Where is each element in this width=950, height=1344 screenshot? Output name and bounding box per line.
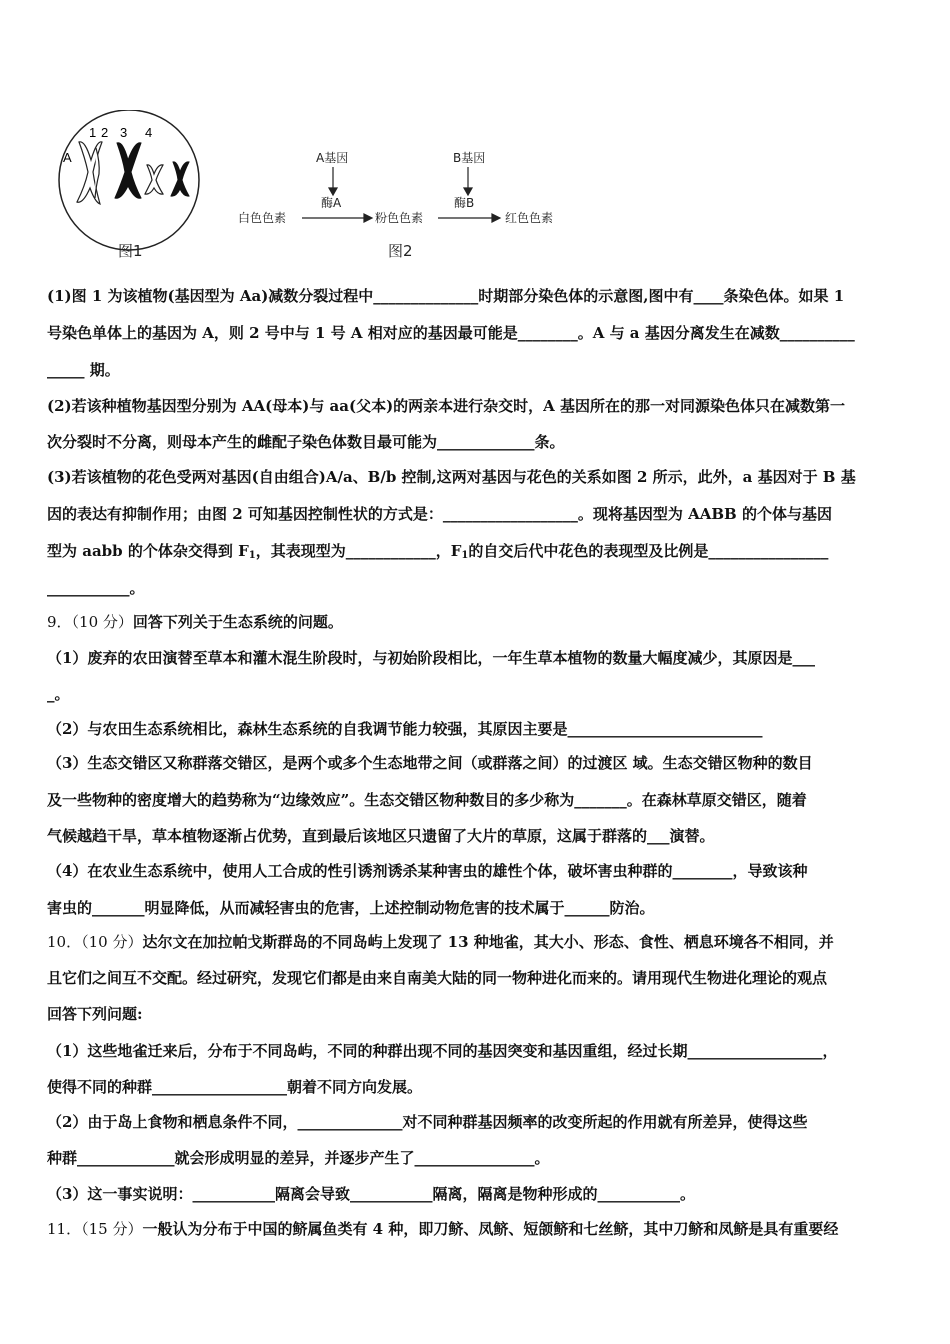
q9-line-4: （3）生态交错区又称群落交错区，是两个或多个生态地带之间（或群落之间）的过渡区 域。生态交错区物种的数目 [47,754,813,772]
q8-line-1: (1)图 1 为该植物(基因型为 Aa)减数分裂过程中______________时期部分染色体的示意图,图中有____条染色体。如果 1 [47,287,845,305]
q10-number: 10．（10 分） [47,933,143,951]
q9-line-8: 害虫的_______明显降低，从而减轻害虫的危害，上述控制动物危害的技术属于______防治。 [47,899,655,917]
pigment-pink: 粉色色素 [375,211,424,225]
gene-b-label: B基因 [453,151,486,165]
chromosome-number-3: 3 [120,125,128,140]
q11-title: 一般认为分布于中国的鲚属鱼类有 4 种，即刀鲚、凤鲚、短颌鲚和七丝鲚，其中刀鲚和凤鲚是具有重要经 [142,1220,839,1238]
figure-area [0,0,950,280]
chromosome-number-1: 1 [89,125,97,140]
figure2-caption: 图2 [388,242,413,260]
pigment-red: 红色色素 [505,211,554,225]
q10-line-1: 且它们之间互不交配。经过研究，发现它们都是由来自南美大陆的同一物种进化而来的。请用现代生物进化理论的观点 [47,969,828,987]
q11-number: 11．（15 分） [47,1220,143,1238]
q8-line-9: ___________。 [47,579,145,597]
enzyme-b-label: 酶B [454,196,475,210]
q8-line-4: (2)若该种植物基因型分别为 AA(母本)与 aa(父本)的两亲本进行杂交时，A 基因所在的那一对同源染色体只在减数第一 [47,397,846,415]
q9-line-7: （4）在农业生态系统中，使用人工合成的性引诱剂诱杀某种害虫的雄性个体，破坏害虫种群的________，导致该种 [47,862,808,880]
q10-line-3: （1）这些地雀迁来后，分布于不同岛屿，不同的种群出现不同的基因突变和基因重组，经过长期__________________， [47,1042,838,1060]
q8-line-8-part1: 型为 aabb 的个体杂交得到 F [47,542,249,560]
q9-line-2: _。 [47,685,70,703]
q9-line-6: 气候越趋干旱，草本植物逐渐占优势，直到最后该地区只遗留了大片的草原，这属于群落的___演替。 [47,827,715,845]
q8-line-8-part2: ，其表现型为____________，F [255,542,462,560]
q8-line-7: 因的表达有抑制作用；由图 2 可知基因控制性状的方式是：__________________。现将基因型为 AABB 的个体与基因 [47,505,832,523]
q8-line-6: (3)若该植物的花色受两对基因(自由组合)A/a、B/b 控制,这两对基因与花色的关系如图 2 所示，此外，a 基因对于 B 基 [47,468,856,486]
gene-a-label: A基因 [316,151,349,165]
q10-line-2: 回答下列问题: [47,1005,143,1023]
q10-line-6: 种群_____________就会形成明显的差异，并逐步产生了________________。 [47,1149,550,1167]
chromosome-number-4: 4 [145,125,153,140]
q9-header [47,612,907,632]
subscript-1a: 1 [248,550,256,561]
q10-line-4: 使得不同的种群__________________朝着不同方向发展。 [47,1078,423,1096]
q9-title: 回答下列关于生态系统的问题。 [132,613,343,631]
q10-line-7: （3）这一事实说明：___________隔离会导致___________隔离，隔离是物种形成的___________。 [47,1185,695,1203]
q9-line-3: （2）与农田生态系统相比，森林生态系统的自我调节能力较强，其原因主要是__________________________ [47,720,763,738]
q9-line-1: （1）废弃的农田演替至草本和灌木混生阶段时，与初始阶段相比，一年生草本植物的数量大幅度减少，其原因是___ [47,649,815,667]
gene-label-a: A [63,150,72,165]
enzyme-a-label: 酶A [321,196,342,210]
pigment-white: 白色色素 [238,211,287,225]
q10-title: 达尔文在加拉帕戈斯群岛的不同岛屿上发现了 13 种地雀，其大小、形态、食性、栖息环境各不相同，并 [142,933,834,951]
q8-line-5: 次分裂时不分离，则母本产生的雌配子染色体数目最可能为_____________条。 [47,433,565,451]
chromosome-number-2: 2 [101,125,109,140]
subscript-1b: 1 [461,550,469,561]
q9-number: 9．（10 分） [47,613,133,631]
q8-line-2: 号染色单体上的基因为 A，则 2 号中与 1 号 A 相对应的基因最可能是________。A 与 a 基因分离发生在减数__________ [47,324,855,342]
q10-line-5: （2）由于岛上食物和栖息条件不同，______________对不同种群基因频率的改变所起的作用就有所差异，使得这些 [47,1113,808,1131]
q11-header [47,1219,907,1239]
q8-line-3: _____ 期。 [47,361,120,379]
q10-header [47,932,907,952]
q8-line-8 [47,541,907,566]
figure1-caption: 图1 [118,242,143,260]
q8-line-8-part3: 的自交后代中花色的表现型及比例是________________ [468,542,829,560]
q9-line-5: 及一些物种的密度增大的趋势称为“边缘效应”。生态交错区物种数目的多少称为_______。在森林草原交错区，随着 [47,791,807,809]
